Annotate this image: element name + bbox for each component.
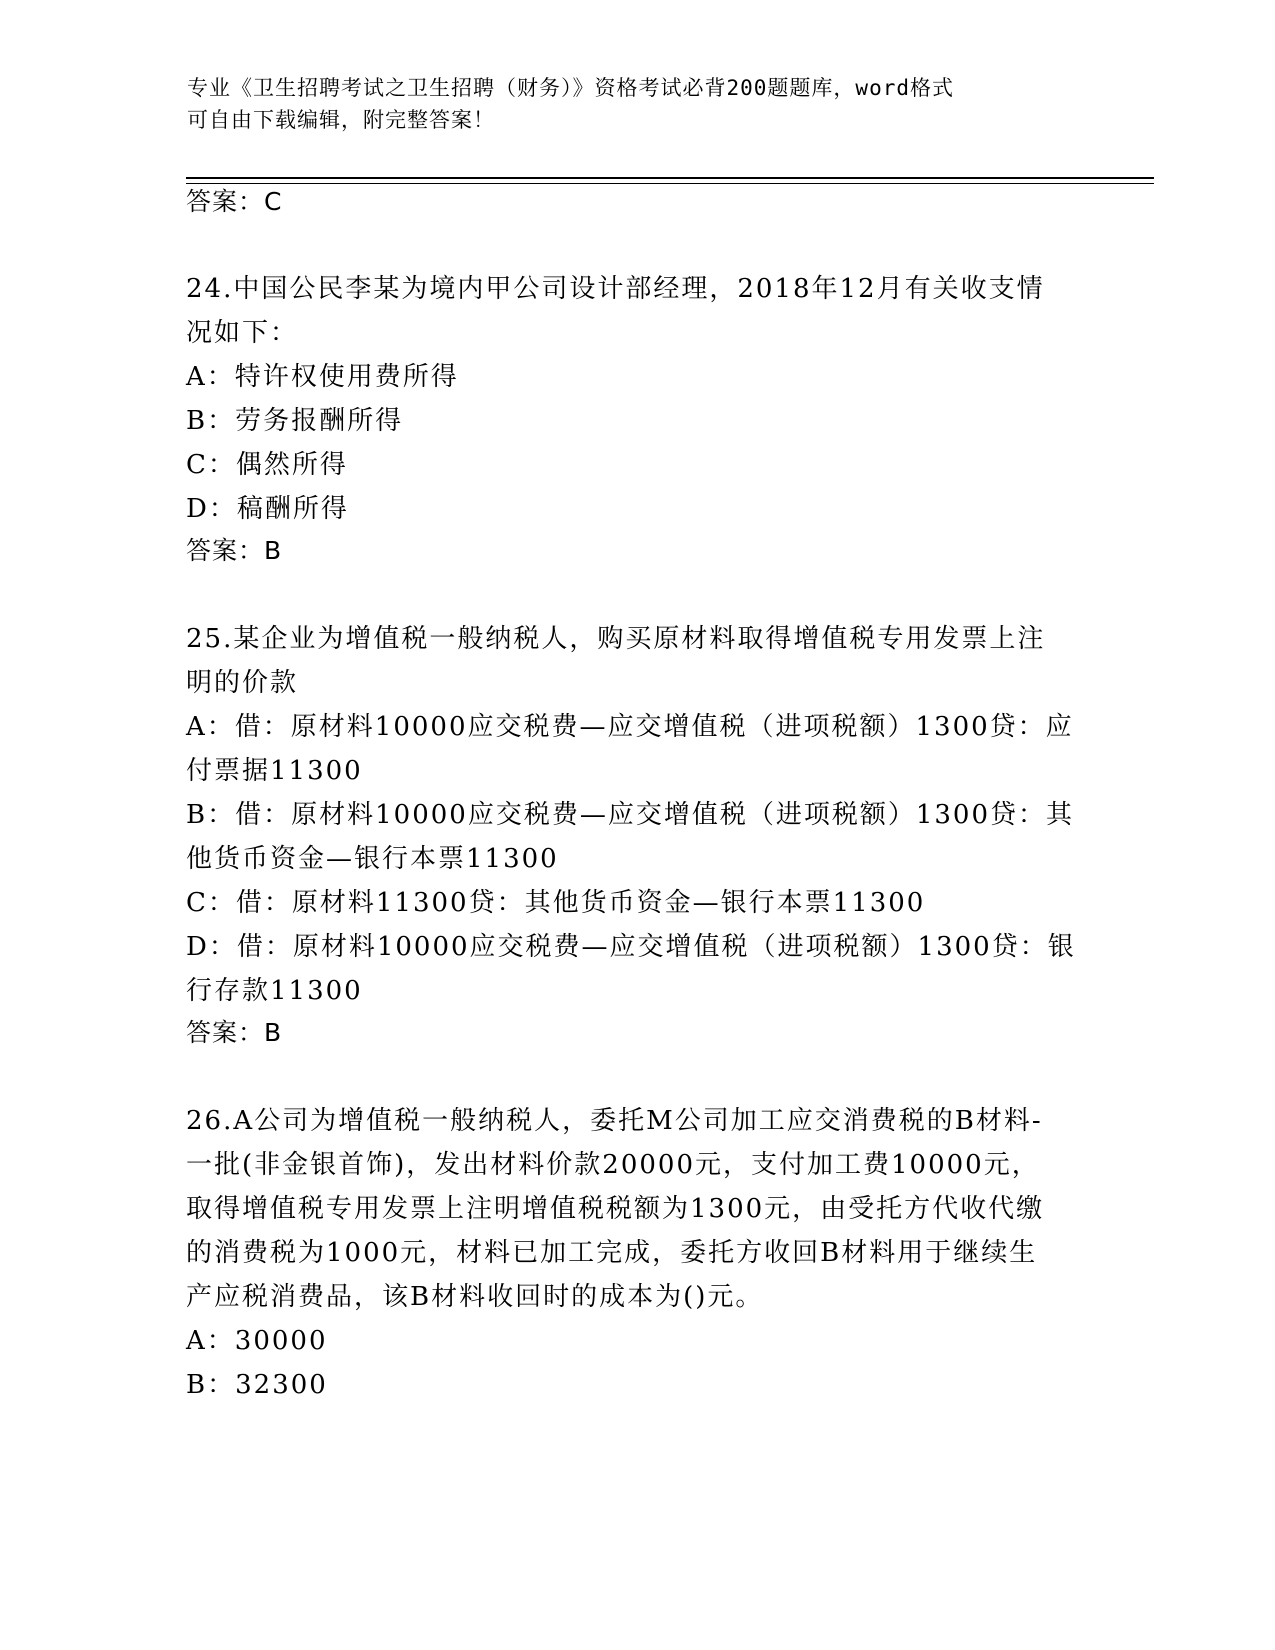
question-stem-line: 况如下： (186, 318, 299, 348)
question-stem-line: 产应税消费品，该B材料收回时的成本为()元。 (186, 1282, 764, 1312)
header-title-line-1: 专业《卫生招聘考试之卫生招聘（财务）》资格考试必背200题题库，word格式 (187, 76, 954, 100)
header-divider-thin (186, 183, 1154, 184)
option-b-continued: 他货币资金—银行本票11300 (186, 844, 559, 874)
option-c: C：借：原材料11300贷：其他货币资金—银行本票11300 (186, 888, 926, 918)
question-stem-line: 的消费税为1000元，材料已加工完成，委托方收回B材料用于继续生 (186, 1238, 1038, 1268)
option-a: A：借：原材料10000应交税费—应交增值税（进项税额）1300贷：应 (186, 712, 1074, 742)
answer-q24: 答案：B (186, 536, 283, 565)
option-d: D：借：原材料10000应交税费—应交增值税（进项税额）1300贷：银 (186, 932, 1076, 962)
question-stem-line: 26.A公司为增值税一般纳税人，委托M公司加工应交消费税的B材料- (186, 1106, 1043, 1136)
header-title-line-2: 可自由下载编辑，附完整答案！ (187, 108, 495, 132)
answer-q23: 答案：C (186, 187, 283, 216)
question-stem-line: 一批(非金银首饰)，发出材料价款20000元，支付加工费10000元， (186, 1150, 1040, 1180)
option-b: B：借：原材料10000应交税费—应交增值税（进项税额）1300贷：其 (186, 800, 1074, 830)
option-a: A：30000 (186, 1326, 328, 1356)
question-stem-line: 取得增值税专用发票上注明增值税税额为1300元，由受托方代收代缴 (186, 1194, 1045, 1224)
option-d: D：稿酬所得 (186, 494, 349, 524)
option-a: A：特许权使用费所得 (186, 362, 459, 392)
header-divider-thick (186, 177, 1154, 179)
option-b: B：32300 (186, 1370, 328, 1400)
option-d-continued: 行存款11300 (186, 976, 363, 1006)
question-stem-line: 25.某企业为增值税一般纳税人，购买原材料取得增值税专用发票上注 (186, 624, 1046, 654)
option-b: B：劳务报酬所得 (186, 406, 404, 436)
question-stem-line: 明的价款 (186, 668, 299, 698)
option-c: C：偶然所得 (186, 450, 348, 480)
option-a-continued: 付票据11300 (186, 756, 363, 786)
document-header (187, 72, 1067, 136)
answer-q25: 答案：B (186, 1018, 283, 1047)
question-stem-line: 24.中国公民李某为境内甲公司设计部经理，2018年12月有关收支情 (186, 274, 1045, 304)
